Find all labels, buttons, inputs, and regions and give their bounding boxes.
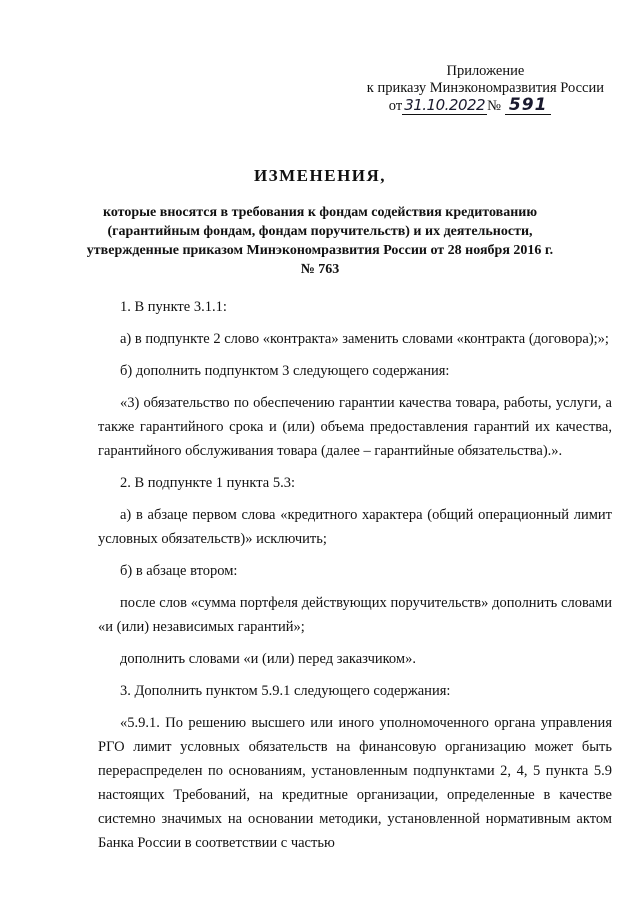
paragraph: а) в подпункте 2 слово «контракта» заменить словами «контракта (договора);»; xyxy=(120,331,609,347)
document-title: ИЗМЕНЕНИЯ, xyxy=(253,166,387,185)
appendix-label: Приложение xyxy=(446,63,525,79)
from-label: от xyxy=(388,98,403,114)
paragraph: дополнить словами «и (или) перед заказчиком». xyxy=(120,651,416,667)
document-subtitle: которые вносятся в требования к фондам содействия кредитованию (гарантийным фондам, фондам поручительств) и их деятельности, утвержденные приказом Минэкономразвития России от 28 ноября 2016 г. № 763 xyxy=(86,205,554,277)
paragraph: «3) обязательство по обеспечению гарантии качества товара, работы, услуги, а также гарантийного срока и (или) объема предоставления гарантий их качества, гарантийного обслуживания товара (далее – гарантийные обязательства).». xyxy=(98,395,612,459)
paragraph: 1. В пункте 3.1.1: xyxy=(120,299,227,315)
appendix-header xyxy=(367,63,604,115)
order-date-number xyxy=(367,97,604,115)
handwritten-date: 31.10.2022 xyxy=(404,96,486,114)
paragraph: после слов «сумма портфеля действующих поручительств» дополнить словами «и (или) независимых гарантий»; xyxy=(98,595,612,635)
paragraph: б) в абзаце втором: xyxy=(120,563,238,579)
number-label: № xyxy=(487,98,501,114)
order-reference: к приказу Минэкономразвития России xyxy=(366,80,604,96)
paragraph: «5.9.1. По решению высшего или иного уполномоченного органа управления РГО лимит условных обязательств на финансовую организацию может быть перераспределен по основаниям, установленным подпунктами 2, 4, 5 пункта 5.9 настоящих Требований, на кредитные организации, определенные в качестве системно значимых на основании методики, установленной нормативным актом Банка России в соответствии с частью xyxy=(98,715,612,851)
document-body xyxy=(98,295,612,855)
paragraph: 3. Дополнить пунктом 5.9.1 следующего содержания: xyxy=(120,683,451,699)
paragraph: а) в абзаце первом слова «кредитного характера (общий операционный лимит условных обязательств)» исключить; xyxy=(98,507,612,547)
paragraph: 2. В подпункте 1 пункта 5.3: xyxy=(120,475,296,491)
paragraph: б) дополнить подпунктом 3 следующего содержания: xyxy=(120,363,450,379)
handwritten-number: 591 xyxy=(505,97,552,115)
